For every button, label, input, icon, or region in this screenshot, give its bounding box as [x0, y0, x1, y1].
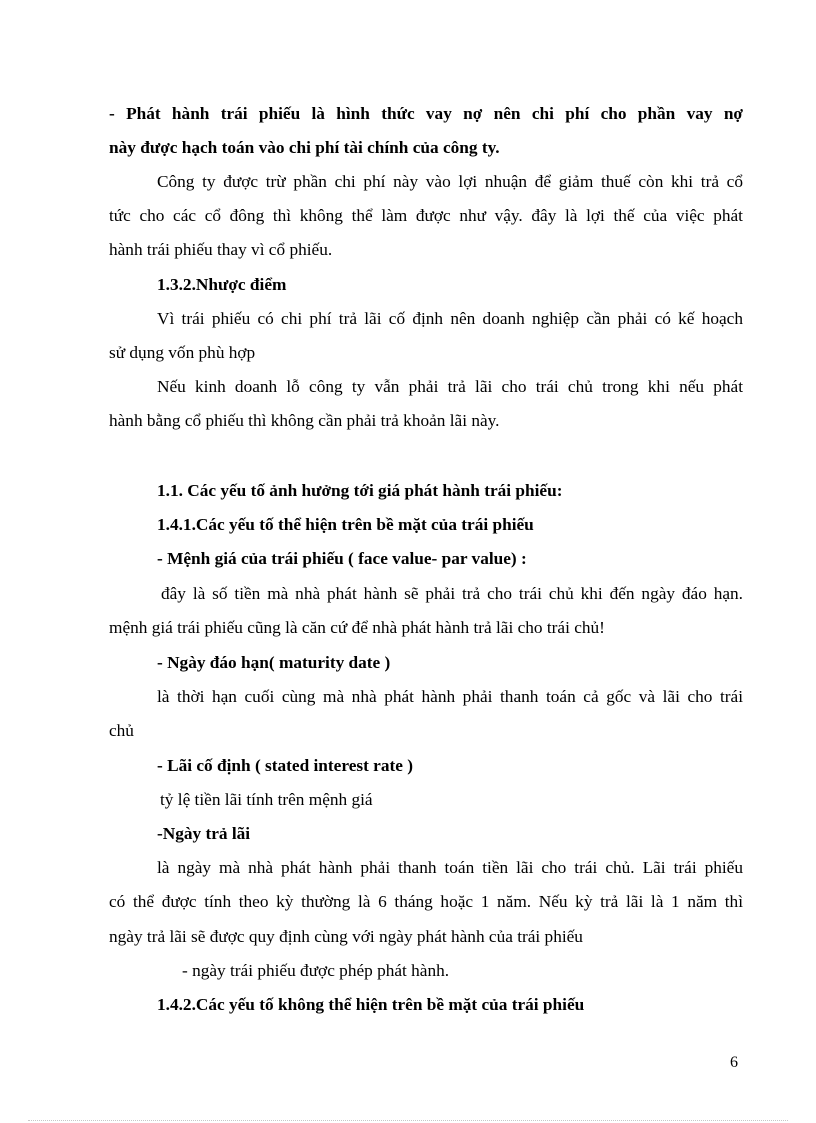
page-bottom-border: [28, 1120, 788, 1121]
paragraph-line: tỷ lệ tiền lãi tính trên mệnh giá: [160, 790, 373, 809]
section-heading: 1.4.1.Các yếu tố thể hiện trên bề mặt của trái phiếu: [157, 515, 534, 534]
paragraph-line: hành trái phiếu thay vì cổ phiếu.: [109, 240, 333, 259]
page-number: 6: [730, 1054, 738, 1071]
body-text: đây là số tiền mà nhà phát hành sẽ phải trả cho trái chủ khi đến ngày đáo hạn.: [161, 584, 743, 603]
subheading: -Ngày trả lãi: [157, 824, 251, 843]
body-text: Vì trái phiếu có chi phí trả lãi cố định nên doanh nghiệp cần phải có kế hoạch: [157, 309, 743, 328]
section-heading: 1.3.2.Nhược điểm: [157, 275, 287, 294]
paragraph-line: này được hạch toán vào chi phí tài chính của công ty.: [109, 138, 500, 157]
paragraph-line: [109, 104, 743, 124]
paragraph-line: [109, 584, 743, 604]
subheading: - Mệnh giá của trái phiếu ( face value- par value) :: [157, 549, 527, 568]
paragraph-line: [109, 858, 743, 878]
paragraph-line: [109, 309, 743, 329]
paragraph-line: - ngày trái phiếu được phép phát hành.: [182, 961, 450, 980]
paragraph-line: sử dụng vốn phù hợp: [109, 343, 256, 362]
paragraph-line: ngày trả lãi sẽ được quy định cùng với ngày phát hành của trái phiếu: [109, 927, 583, 946]
paragraph-line: [109, 172, 743, 192]
subheading: - Lãi cố định ( stated interest rate ): [157, 756, 413, 775]
paragraph-line: [109, 892, 743, 912]
paragraph-line: [109, 377, 743, 397]
paragraph-line: [109, 206, 743, 226]
paragraph-line: [109, 687, 743, 707]
paragraph-line: mệnh giá trái phiếu cũng là căn cứ để nhà phát hành trả lãi cho trái chủ!: [109, 618, 605, 637]
section-heading: 1.4.2.Các yếu tố không thể hiện trên bề mặt của trái phiếu: [157, 995, 585, 1014]
body-text: là thời hạn cuối cùng mà nhà phát hành phải thanh toán cả gốc và lãi cho trái: [157, 687, 743, 706]
body-text: là ngày mà nhà phát hành phải thanh toán tiền lãi cho trái chủ. Lãi trái phiếu: [157, 858, 743, 877]
section-heading: 1.1. Các yếu tố ảnh hưởng tới giá phát hành trái phiếu:: [157, 481, 563, 500]
paragraph-line: chủ: [109, 721, 134, 740]
body-text: Công ty được trừ phần chi phí này vào lợi nhuận để giảm thuế còn khi trả cổ: [157, 172, 743, 191]
body-text: tức cho các cổ đông thì không thể làm được như vậy. đây là lợi thế của việc phát: [109, 206, 743, 225]
body-text: có thể được tính theo kỳ thường là 6 tháng hoặc 1 năm. Nếu kỳ trả lãi là 1 năm thì: [109, 892, 743, 911]
bold-text: - Phát hành trái phiếu là hình thức vay nợ nên chi phí cho phần vay nợ: [109, 104, 743, 123]
paragraph-line: hành bằng cổ phiếu thì không cần phải trả khoản lãi này.: [109, 411, 500, 430]
body-text: Nếu kinh doanh lỗ công ty vẫn phải trả lãi cho trái chủ trong khi nếu phát: [157, 377, 743, 396]
subheading: - Ngày đáo hạn( maturity date ): [157, 653, 391, 672]
